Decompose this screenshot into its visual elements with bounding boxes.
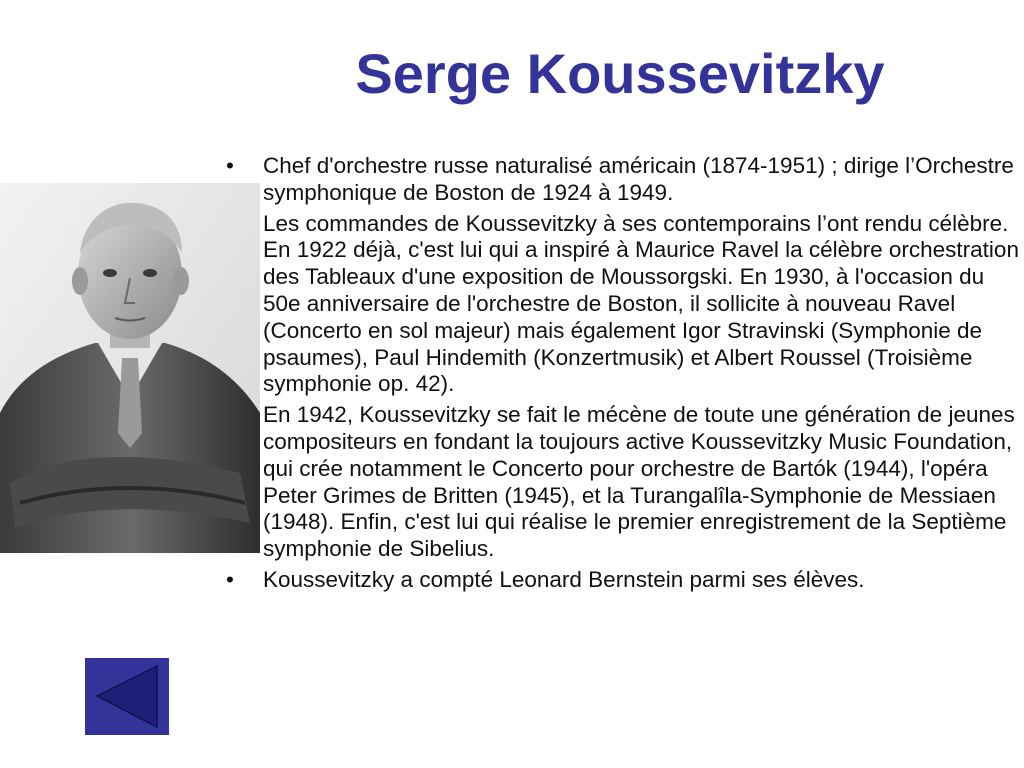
bullet-item: [222, 567, 1022, 594]
bullet-item: [222, 153, 1022, 207]
slide-body: [222, 153, 1022, 598]
paragraph-text: En 1942, Koussevitzky se fait le mécène de toute une génération de jeunes compositeurs en fondant la toujours active Koussevitzky Music Foundation, qui crée notamment le Concerto pour orchestre de Bartók (1944), l'opéra Peter Grimes de Britten (1945), et la Turangalîla-Symphonie de Messiaen (1948). Enfin, c'est lui qui réalise le premier enregistrement de la Septième symphonie de Sibelius.: [263, 402, 1015, 562]
paragraph-text: Koussevitzky a compté Leonard Bernstein parmi ses élèves.: [263, 566, 865, 592]
bullet-marker: •: [226, 153, 234, 178]
portrait-photo: [0, 183, 260, 553]
paragraph-text: Les commandes de Koussevitzky à ses contemporains l’ont rendu célèbre. En 1922 déjà, c'est lui qui a inspiré à Maurice Ravel la célèbre orchestration des Tableaux d'une exposition de Moussorgski. En 1930, à l'occasion du 50e anniversaire de l'orchestre de Boston, il sollicite à nouveau Ravel (Concerto en sol majeur) mais également Igor Stravinski (Symphonie de psaumes), Paul Hindemith (Konzertmusik) et Albert Roussel (Troisième symphonie op. 42).: [263, 210, 1019, 397]
paragraph: [222, 211, 1022, 399]
portrait-image: [0, 183, 260, 553]
paragraph: [222, 402, 1022, 563]
bullet-marker: •: [226, 566, 234, 592]
slide-title: Serge Koussevitzky: [355, 42, 885, 105]
paragraph-text: Chef d'orchestre russe naturalisé américain (1874-1951) ; dirige l’Orchestre symphonique de Boston de 1924 à 1949.: [263, 153, 1014, 205]
back-button[interactable]: [85, 658, 169, 735]
